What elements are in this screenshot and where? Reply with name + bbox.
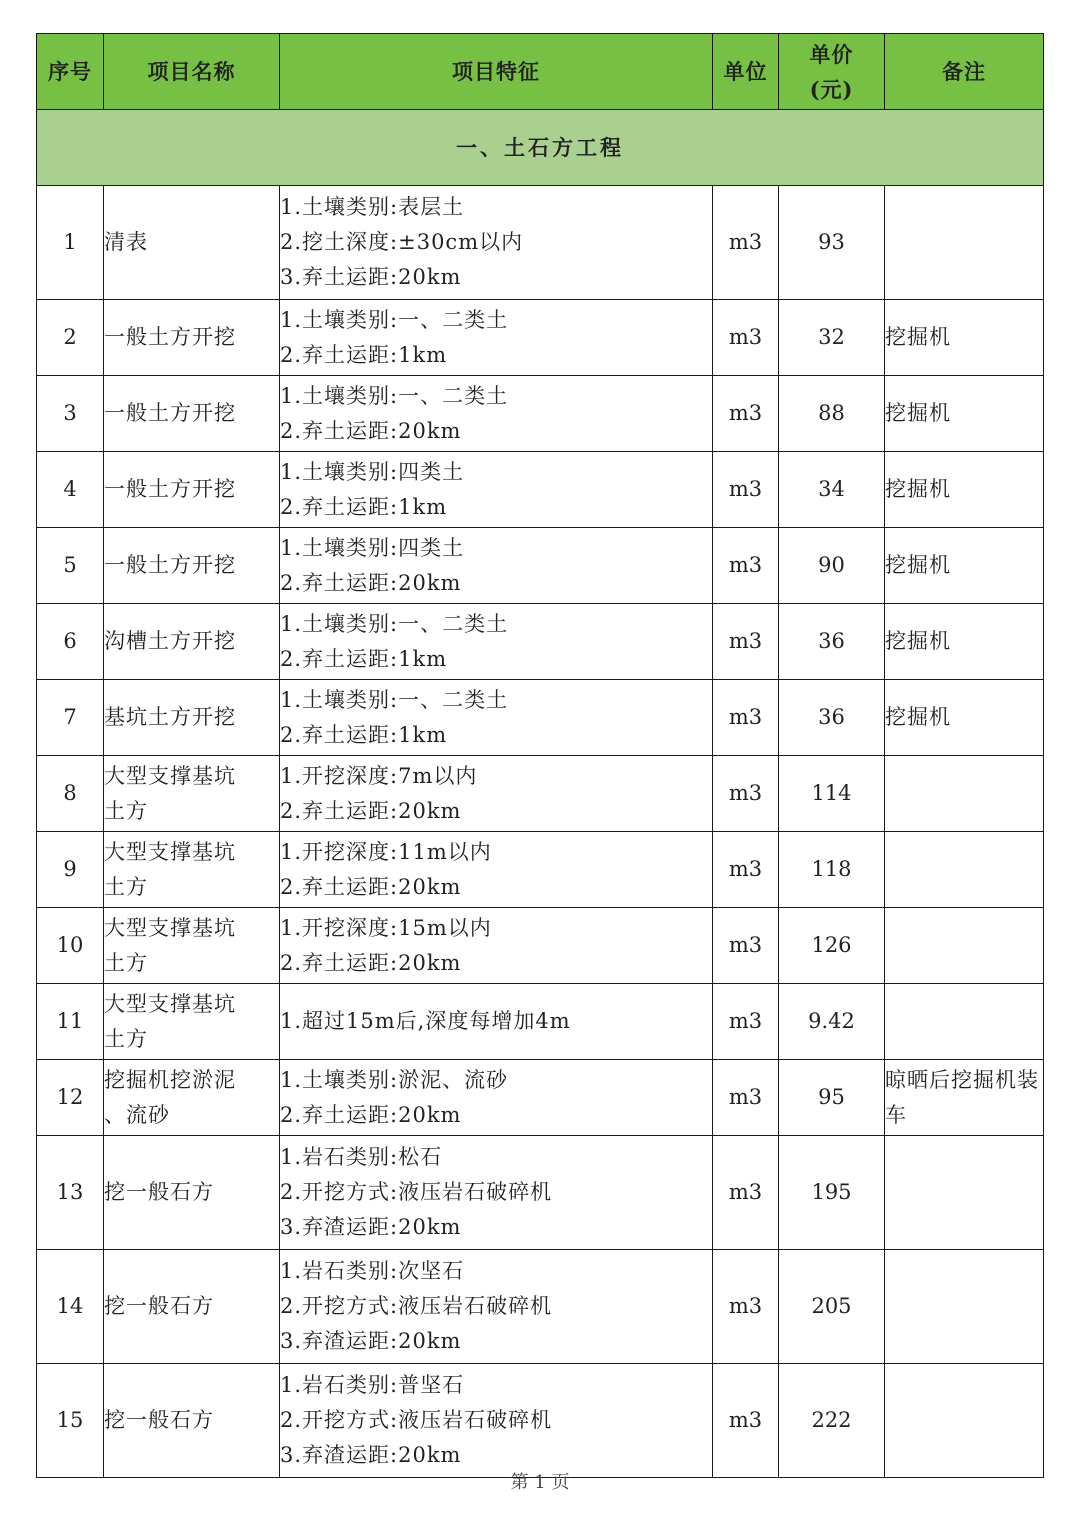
item-features	[280, 1060, 713, 1136]
item-price: 205	[779, 1250, 885, 1364]
item-name-line: 大型支撑基坑	[104, 839, 236, 864]
header-no: 序号	[37, 34, 104, 110]
item-name	[104, 908, 280, 984]
feature-line: 2.弃土运距:1km	[280, 494, 448, 519]
feature-line: 1.土壤类别:表层土	[280, 195, 465, 219]
row-number: 1	[37, 186, 104, 300]
feature-line: 1.土壤类别:一、二类土	[280, 611, 509, 636]
item-name	[104, 452, 280, 528]
feature-line: 1.开挖深度:11m以内	[280, 839, 492, 864]
table-row	[37, 1060, 1044, 1136]
item-features	[280, 984, 713, 1060]
item-name	[104, 832, 280, 908]
feature-line: 1.岩石类别:松石	[280, 1145, 443, 1169]
header-price	[779, 34, 885, 110]
feature-line: 1.超过15m后,深度每增加4m	[280, 1009, 571, 1033]
feature-line: 1.土壤类别:淤泥、流砂	[280, 1067, 509, 1092]
section-title: 一、土石方工程	[37, 110, 1044, 186]
item-name	[104, 984, 280, 1060]
row-number: 14	[37, 1250, 104, 1364]
item-unit: m3	[713, 528, 779, 604]
item-name-line: 土方	[104, 798, 148, 823]
feature-line: 2.弃土运距:20km	[280, 950, 462, 975]
item-features	[280, 186, 713, 300]
item-features	[280, 1250, 713, 1364]
item-name	[104, 680, 280, 756]
item-note: 挖掘机	[885, 300, 1044, 376]
feature-line: 1.岩石类别:普坚石	[280, 1373, 465, 1397]
item-price: 90	[779, 528, 885, 604]
item-name-line: 大型支撑基坑	[104, 763, 236, 788]
row-number: 12	[37, 1060, 104, 1136]
row-number: 10	[37, 908, 104, 984]
item-note	[885, 908, 1044, 984]
feature-line: 1.土壤类别:四类土	[280, 535, 465, 560]
feature-line: 2.弃土运距:20km	[280, 1102, 462, 1127]
header-name: 项目名称	[104, 34, 280, 110]
feature-line: 3.弃渣运距:20km	[280, 1443, 462, 1467]
item-note: 挖掘机	[885, 680, 1044, 756]
row-number: 4	[37, 452, 104, 528]
item-name-line: 清表	[104, 230, 148, 254]
item-name	[104, 300, 280, 376]
item-features	[280, 832, 713, 908]
table-row	[37, 680, 1044, 756]
item-note	[885, 186, 1044, 300]
table-row	[37, 756, 1044, 832]
item-price: 88	[779, 376, 885, 452]
item-unit: m3	[713, 376, 779, 452]
feature-line: 1.土壤类别:一、二类土	[280, 307, 509, 332]
item-name	[104, 528, 280, 604]
item-note	[885, 1250, 1044, 1364]
row-number: 11	[37, 984, 104, 1060]
table-row	[37, 452, 1044, 528]
item-price: 126	[779, 908, 885, 984]
item-price: 114	[779, 756, 885, 832]
item-name-line: 沟槽土方开挖	[104, 629, 236, 653]
item-price: 34	[779, 452, 885, 528]
item-name-line: 一般土方开挖	[104, 401, 236, 425]
item-note	[885, 832, 1044, 908]
item-name	[104, 1364, 280, 1478]
feature-line: 2.弃土运距:1km	[280, 722, 448, 747]
item-note	[885, 984, 1044, 1060]
row-number: 6	[37, 604, 104, 680]
row-number: 2	[37, 300, 104, 376]
item-unit: m3	[713, 452, 779, 528]
item-unit: m3	[713, 680, 779, 756]
feature-line: 3.弃渣运距:20km	[280, 1329, 462, 1353]
feature-line: 1.土壤类别:一、二类土	[280, 687, 509, 712]
item-price: 95	[779, 1060, 885, 1136]
item-unit: m3	[713, 1136, 779, 1250]
item-name-line: 土方	[104, 1026, 148, 1051]
table-row	[37, 186, 1044, 300]
item-unit: m3	[713, 1364, 779, 1478]
feature-line: 1.开挖深度:15m以内	[280, 915, 492, 940]
item-name-line: 土方	[104, 950, 148, 975]
row-number: 8	[37, 756, 104, 832]
feature-line: 3.弃渣运距:20km	[280, 1215, 462, 1239]
item-features	[280, 908, 713, 984]
item-features	[280, 300, 713, 376]
item-features	[280, 680, 713, 756]
item-name	[104, 1136, 280, 1250]
item-unit: m3	[713, 1060, 779, 1136]
item-note: 晾晒后挖掘机装车	[885, 1060, 1044, 1136]
header-row	[37, 34, 1044, 110]
item-note: 挖掘机	[885, 452, 1044, 528]
item-price: 118	[779, 832, 885, 908]
table-row	[37, 1364, 1044, 1478]
feature-line: 2.挖土深度:±30cm以内	[280, 230, 524, 254]
header-price-line1: 单价	[809, 41, 854, 67]
table-row	[37, 832, 1044, 908]
item-name-line: 挖一般石方	[104, 1408, 214, 1432]
price-sheet	[36, 33, 1043, 1478]
feature-line: 2.弃土运距:20km	[280, 570, 462, 595]
table-row	[37, 1250, 1044, 1364]
item-note: 挖掘机	[885, 376, 1044, 452]
item-name	[104, 604, 280, 680]
item-price: 36	[779, 680, 885, 756]
item-note	[885, 756, 1044, 832]
table-row	[37, 1136, 1044, 1250]
feature-line: 2.开挖方式:液压岩石破碎机	[280, 1408, 553, 1432]
table-row	[37, 300, 1044, 376]
item-price: 195	[779, 1136, 885, 1250]
table-row	[37, 604, 1044, 680]
item-name-line: 挖掘机挖淤泥	[104, 1067, 236, 1092]
price-table	[36, 33, 1044, 1478]
item-features	[280, 376, 713, 452]
feature-line: 2.弃土运距:1km	[280, 646, 448, 671]
item-name	[104, 1250, 280, 1364]
header-unit: 单位	[713, 34, 779, 110]
item-features	[280, 1364, 713, 1478]
item-note: 挖掘机	[885, 528, 1044, 604]
table-row	[37, 528, 1044, 604]
page-number: 第 1 页	[510, 1472, 570, 1493]
item-unit: m3	[713, 756, 779, 832]
row-number: 15	[37, 1364, 104, 1478]
item-note	[885, 1136, 1044, 1250]
section-row	[37, 110, 1044, 186]
item-features	[280, 1136, 713, 1250]
item-features	[280, 452, 713, 528]
feature-line: 2.弃土运距:20km	[280, 874, 462, 899]
item-features	[280, 756, 713, 832]
item-unit: m3	[713, 908, 779, 984]
item-name-line: 大型支撑基坑	[104, 991, 236, 1016]
feature-line: 2.开挖方式:液压岩石破碎机	[280, 1294, 553, 1318]
item-price: 93	[779, 186, 885, 300]
item-unit: m3	[713, 984, 779, 1060]
item-name-line: 、流砂	[104, 1102, 170, 1127]
item-name-line: 大型支撑基坑	[104, 915, 236, 940]
feature-line: 2.弃土运距:20km	[280, 418, 462, 443]
item-features	[280, 528, 713, 604]
feature-line: 1.岩石类别:次坚石	[280, 1259, 465, 1283]
feature-line: 2.弃土运距:1km	[280, 342, 448, 367]
item-features	[280, 604, 713, 680]
feature-line: 2.开挖方式:液压岩石破碎机	[280, 1180, 553, 1204]
item-unit: m3	[713, 186, 779, 300]
header-features: 项目特征	[280, 34, 713, 110]
row-number: 3	[37, 376, 104, 452]
header-note: 备注	[885, 34, 1044, 110]
item-note	[885, 1364, 1044, 1478]
item-name-line: 土方	[104, 874, 148, 899]
item-name-line: 一般土方开挖	[104, 325, 236, 349]
table-row	[37, 376, 1044, 452]
item-name-line: 挖一般石方	[104, 1294, 214, 1318]
item-unit: m3	[713, 604, 779, 680]
feature-line: 1.土壤类别:四类土	[280, 459, 465, 484]
item-unit: m3	[713, 1250, 779, 1364]
row-number: 7	[37, 680, 104, 756]
table-row	[37, 984, 1044, 1060]
item-unit: m3	[713, 832, 779, 908]
item-price: 9.42	[779, 984, 885, 1060]
item-price: 222	[779, 1364, 885, 1478]
item-name-line: 一般土方开挖	[104, 553, 236, 577]
row-number: 13	[37, 1136, 104, 1250]
item-name-line: 基坑土方开挖	[104, 705, 236, 729]
feature-line: 1.土壤类别:一、二类土	[280, 383, 509, 408]
header-price-line2: (元)	[809, 76, 854, 102]
row-number: 5	[37, 528, 104, 604]
item-price: 36	[779, 604, 885, 680]
row-number: 9	[37, 832, 104, 908]
item-name	[104, 756, 280, 832]
item-name	[104, 186, 280, 300]
item-unit: m3	[713, 300, 779, 376]
table-body	[37, 110, 1044, 1478]
item-name-line: 挖一般石方	[104, 1180, 214, 1204]
table-row	[37, 908, 1044, 984]
item-price: 32	[779, 300, 885, 376]
item-name	[104, 376, 280, 452]
item-name-line: 一般土方开挖	[104, 477, 236, 501]
feature-line: 1.开挖深度:7m以内	[280, 763, 478, 788]
feature-line: 3.弃土运距:20km	[280, 265, 462, 289]
feature-line: 2.弃土运距:20km	[280, 798, 462, 823]
item-name	[104, 1060, 280, 1136]
item-note: 挖掘机	[885, 604, 1044, 680]
